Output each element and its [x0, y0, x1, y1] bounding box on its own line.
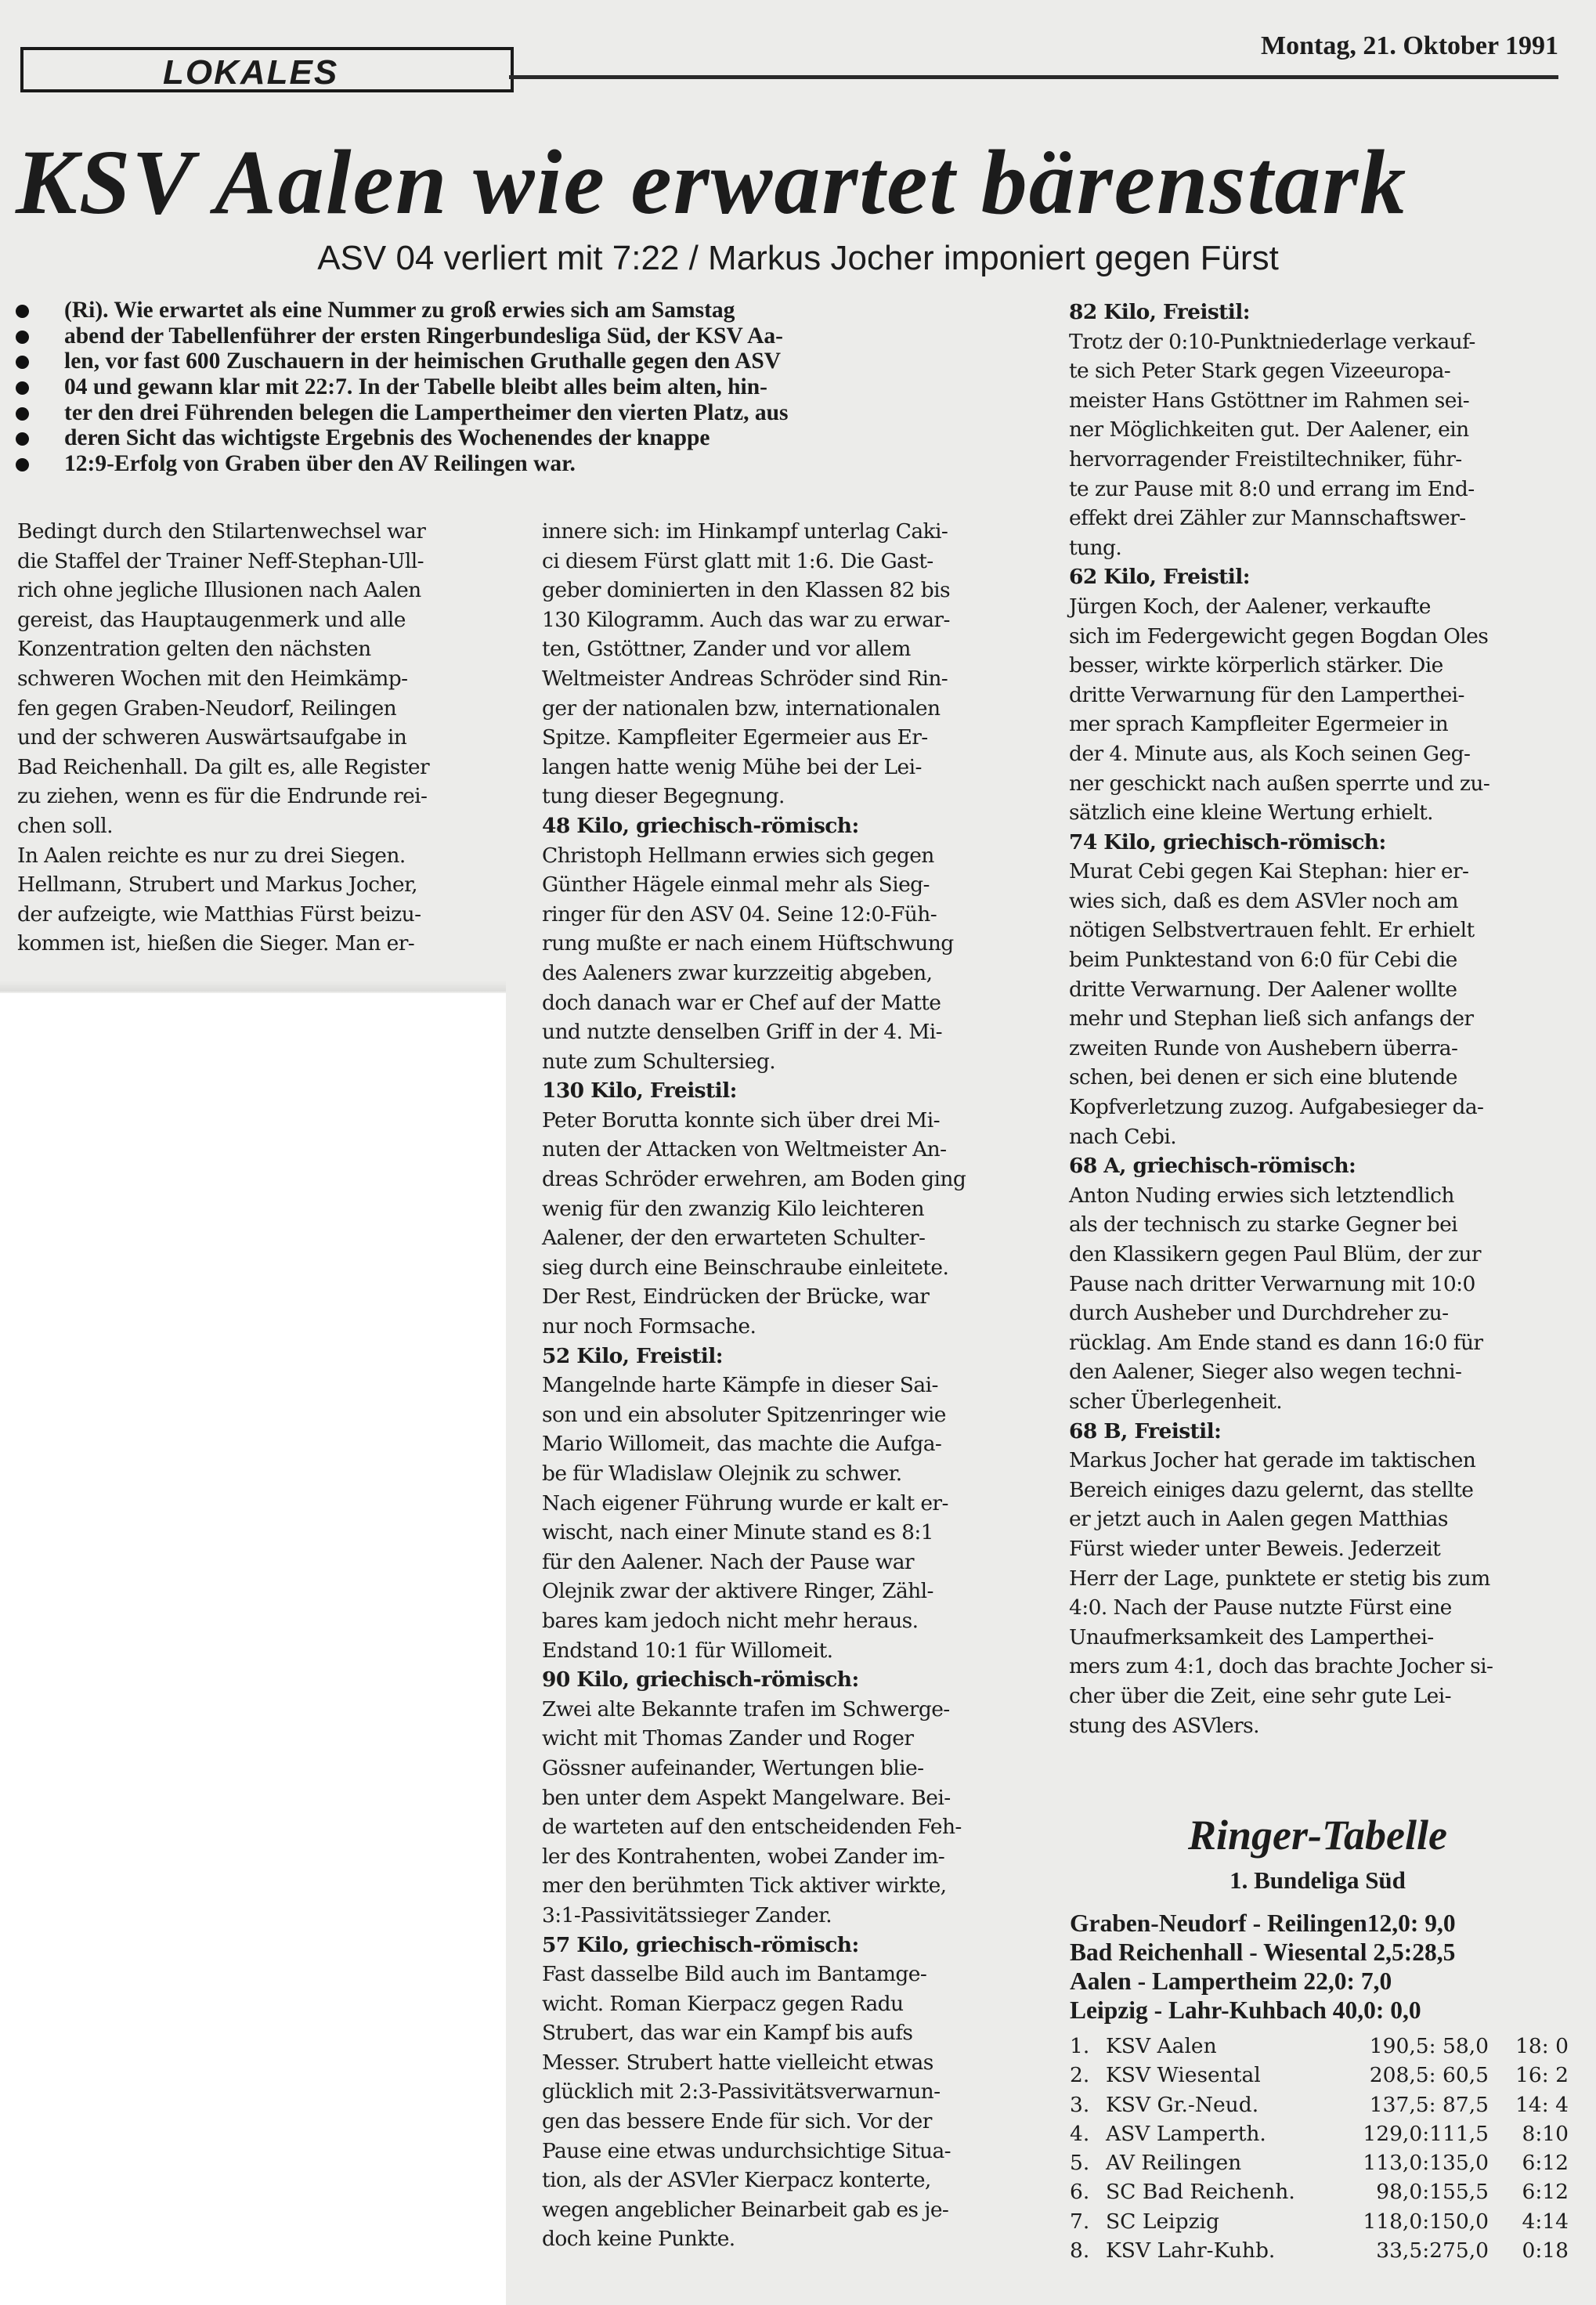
bullet-icon	[16, 356, 29, 369]
standing-score: 118,0:150,0	[1363, 2209, 1489, 2234]
text-line: ger der nationalen bzw, internationalen	[542, 695, 941, 721]
standing-points: 16: 2	[1515, 2063, 1569, 2088]
lead-line-text: len, vor fast 600 Zuschauern in der heimischen Gruthalle gegen den ASV	[64, 349, 782, 374]
text-line: dritte Verwarnung. Der Aalener wollte	[1069, 977, 1457, 1002]
standing-points: 8:10	[1522, 2121, 1569, 2146]
lead-line	[16, 400, 1053, 426]
bullet-icon	[16, 407, 29, 421]
text-line: Bedingt durch den Stilartenwechsel war	[17, 519, 426, 544]
lead-line-text: 12:9-Erfolg von Graben über den AV Reilingen war.	[64, 451, 576, 477]
lead-line	[16, 349, 1053, 374]
text-line: wegen angeblicher Beinarbeit gab es je-	[542, 2197, 949, 2222]
lead-line	[16, 451, 1053, 477]
text-line: schweren Wochen mit den Heimkämp-	[17, 666, 408, 691]
text-line: hervorragender Freistiltechniker, führ-	[1069, 446, 1462, 471]
standing-team: SC Leipzig	[1106, 2209, 1219, 2234]
weight-class-heading: 68 A, griechisch-römisch:	[1069, 1154, 1356, 1179]
text-line: und nutzte denselben Griff in der 4. Mi-	[542, 1020, 942, 1045]
standing-points: 6:12	[1522, 2151, 1569, 2176]
text-line: Unaufmerksamkeit des Lamperthei-	[1069, 1624, 1434, 1649]
text-line: sieg durch eine Beinschraube einleitete.	[542, 1255, 949, 1280]
lead-line-text: 04 und gewann klar mit 22:7. In der Tabelle bleibt alles beim alten, hin-	[64, 374, 767, 400]
standing-points: 18: 0	[1515, 2034, 1569, 2058]
text-line: Spitze. Kampfleiter Egermeier aus Er-	[542, 725, 928, 750]
header-rule	[509, 75, 1558, 79]
standing-team: KSV Gr.-Neud.	[1106, 2092, 1259, 2117]
standing-score: 190,5: 58,0	[1369, 2034, 1489, 2058]
article-column-2	[542, 517, 1043, 2254]
text-line: sätzlich eine kleine Wertung erhielt.	[1069, 800, 1434, 826]
text-line: geber dominierten in den Klassen 82 bis	[542, 578, 950, 603]
text-line: der aufzeigte, wie Matthias Fürst beizu-	[17, 901, 421, 927]
text-line: In Aalen reichte es nur zu drei Siegen.	[17, 843, 406, 868]
text-line: kommen ist, hießen die Sieger. Man er-	[17, 931, 415, 956]
text-line: mehr und Stephan ließ sich anfangs der	[1069, 1006, 1474, 1031]
lead-line	[16, 323, 1053, 349]
text-line: Fast dasselbe Bild auch im Bantamge-	[542, 1962, 927, 1987]
text-line: Christoph Hellmann erwies sich gegen	[542, 843, 934, 868]
league-standings	[1070, 2034, 1571, 2267]
text-line: rung mußte er nach einem Hüftschwung	[542, 931, 954, 956]
text-line: 4:0. Nach der Pause nutzte Fürst eine	[1069, 1595, 1452, 1620]
standing-team: AV Reilingen	[1106, 2151, 1242, 2176]
text-line: son und ein absoluter Spitzenringer wie	[542, 1402, 946, 1427]
text-line: Bereich einiges dazu gelernt, das stellte	[1069, 1477, 1474, 1502]
bullet-icon	[16, 381, 29, 395]
standing-team: SC Bad Reichenh.	[1106, 2180, 1295, 2205]
text-line: meister Hans Gstöttner im Rahmen sei-	[1069, 388, 1470, 413]
article-column-3	[1069, 298, 1570, 1740]
text-line: tion, als der ASVler Kierpacz konterte,	[542, 2168, 931, 2193]
text-line: und der schweren Auswärtsaufgabe in	[17, 725, 407, 750]
text-line: Weltmeister Andreas Schröder sind Rin-	[542, 666, 948, 691]
text-line: effekt drei Zähler zur Mannschaftswer-	[1069, 506, 1466, 531]
standing-rank: 8.	[1070, 2238, 1090, 2263]
standings-row	[1070, 2063, 1571, 2092]
text-line: dritte Verwarnung für den Lamperthei-	[1069, 682, 1464, 707]
table-league: 1. Bundeliga Süd	[1229, 1866, 1406, 1894]
text-line: gen das bessere Ende für sich. Vor der	[542, 2109, 932, 2134]
text-line: nuten der Attacken von Weltmeister An-	[542, 1137, 947, 1162]
standings-row	[1070, 2180, 1571, 2209]
text-line: ben unter dem Aspekt Mangelware. Bei-	[542, 1785, 951, 1810]
match-result: Leipzig - Lahr-Kuhbach 40,0: 0,0	[1070, 1996, 1421, 2024]
standing-rank: 1.	[1070, 2034, 1090, 2058]
text-line: besser, wirkte körperlich stärker. Die	[1069, 653, 1443, 678]
standing-rank: 5.	[1070, 2151, 1090, 2176]
text-line: den Klassikern gegen Paul Blüm, der zur	[1069, 1242, 1481, 1266]
lead-line-text: (Ri). Wie erwartet als eine Nummer zu groß erwies sich am Samstag	[64, 298, 735, 323]
standing-points: 6:12	[1522, 2180, 1569, 2205]
text-line: er jetzt auch in Aalen gegen Matthias	[1069, 1507, 1448, 1532]
text-line: wicht. Roman Kierpacz gegen Radu	[542, 1991, 904, 2016]
text-line: Olejnik zwar der aktivere Ringer, Zähl-	[542, 1579, 933, 1604]
text-line: te zur Pause mit 8:0 und errang im End-	[1069, 476, 1475, 501]
text-line: doch danach war er Chef auf der Matte	[542, 990, 941, 1015]
text-line: wenig für den zwanzig Kilo leichteren	[542, 1196, 924, 1221]
standing-score: 33,5:275,0	[1376, 2238, 1489, 2263]
text-line: langen hatte wenig Mühe bei der Lei-	[542, 754, 922, 779]
text-line: dreas Schröder erwehren, am Boden ging	[542, 1167, 966, 1192]
text-line: Der Rest, Eindrücken der Brücke, war	[542, 1284, 930, 1310]
table-title: Ringer-Tabelle	[1188, 1812, 1447, 1859]
text-line: bares kam jedoch nicht mehr heraus.	[542, 1608, 919, 1633]
standing-rank: 7.	[1070, 2209, 1090, 2234]
text-line: Murat Cebi gegen Kai Stephan: hier er-	[1069, 859, 1469, 884]
text-line: ler des Kontrahenten, wobei Zander im-	[542, 1844, 945, 1869]
text-line: Nach eigener Führung wurde er kalt er-	[542, 1490, 948, 1516]
standing-points: 14: 4	[1515, 2092, 1569, 2117]
lead-line-text: ter den drei Führenden belegen die Lampertheimer den vierten Platz, aus	[64, 399, 789, 425]
match-results	[1070, 1909, 1571, 2025]
text-line: schen, bei denen er sich eine blutende	[1069, 1065, 1457, 1090]
text-line: nach Cebi.	[1069, 1124, 1177, 1149]
standing-points: 0:18	[1522, 2238, 1569, 2263]
text-line: Mangelnde harte Kämpfe in dieser Sai-	[542, 1373, 938, 1398]
lead-line-text: abend der Tabellenführer der ersten Ringerbundesliga Süd, der KSV Aa-	[64, 323, 783, 349]
text-line: 3:1-Passivitätssieger Zander.	[542, 1902, 832, 1927]
text-line: mers zum 4:1, doch das brachte Jocher si-	[1069, 1654, 1493, 1679]
text-line: tung dieser Begegnung.	[542, 784, 785, 809]
text-line: fen gegen Graben-Neudorf, Reilingen	[17, 695, 397, 721]
standings-row	[1070, 2034, 1571, 2063]
standings-row	[1070, 2209, 1571, 2238]
standings-row	[1070, 2151, 1571, 2180]
text-line: nötigen Selbstvertrauen fehlt. Er erhielt	[1069, 918, 1475, 943]
text-line: ner Möglichkeiten gut. Der Aalener, ein	[1069, 417, 1469, 443]
weight-class-heading: 90 Kilo, griechisch-römisch:	[542, 1667, 859, 1693]
weight-class-heading: 130 Kilo, Freistil:	[542, 1078, 737, 1104]
text-line: rich ohne jegliche Illusionen nach Aalen	[17, 578, 421, 603]
text-line: cher über die Zeit, eine sehr gute Lei-	[1069, 1683, 1451, 1708]
match-result: Bad Reichenhall - Wiesental 2,5:28,5	[1070, 1938, 1456, 1966]
text-line: Messer. Strubert hatte vielleicht etwas	[542, 2050, 933, 2075]
section-label: LOKALES	[163, 53, 339, 92]
bullet-icon	[16, 305, 29, 318]
standing-team: KSV Lahr-Kuhb.	[1106, 2238, 1276, 2263]
standing-score: 137,5: 87,5	[1369, 2092, 1489, 2117]
text-line: rücklag. Am Ende stand es dann 16:0 für	[1069, 1330, 1483, 1355]
text-line: Hellmann, Strubert und Markus Jocher,	[17, 873, 417, 898]
text-line: Strubert, das war ein Kampf bis aufs	[542, 2021, 913, 2046]
weight-class-heading: 68 B, Freistil:	[1069, 1418, 1222, 1443]
headline: KSV Aalen wie erwartet bärenstark	[16, 131, 1408, 233]
text-line: be für Wladislaw Olejnik zu schwer.	[542, 1461, 902, 1486]
text-line: ner geschickt nach außen sperrte und zu-	[1069, 771, 1490, 796]
standing-team: ASV Lamperth.	[1106, 2121, 1266, 2146]
text-line: te sich Peter Stark gegen Vizeeuropa-	[1069, 359, 1451, 384]
subheadline: ASV 04 verliert mit 7:22 / Markus Jocher imponiert gegen Fürst	[317, 239, 1279, 277]
weight-class-heading: 48 Kilo, griechisch-römisch:	[542, 813, 859, 838]
standing-rank: 2.	[1070, 2063, 1090, 2088]
text-line: Endstand 10:1 für Willomeit.	[542, 1638, 833, 1663]
match-result: Aalen - Lampertheim 22,0: 7,0	[1070, 1967, 1392, 1995]
text-line: die Staffel der Trainer Neff-Stephan-Ull-	[17, 548, 424, 573]
text-line: nur noch Formsache.	[542, 1314, 756, 1339]
text-line: Trotz der 0:10-Punktniederlage verkauf-	[1069, 329, 1475, 354]
standings-row	[1070, 2093, 1571, 2122]
weight-class-heading: 57 Kilo, griechisch-römisch:	[542, 1932, 859, 1957]
text-line: Mario Willomeit, das machte die Aufga-	[542, 1432, 942, 1457]
text-line: mer sprach Kampfleiter Egermeier in	[1069, 712, 1449, 737]
text-line: Jürgen Koch, der Aalener, verkaufte	[1069, 594, 1431, 619]
text-line: den Aalener, Sieger also wegen techni-	[1069, 1360, 1462, 1385]
standing-rank: 4.	[1070, 2121, 1090, 2146]
text-line: Kopfverletzung zuzog. Aufgabesieger da-	[1069, 1095, 1484, 1120]
text-line: doch keine Punkte.	[542, 2227, 735, 2252]
text-line: glücklich mit 2:3-Passivitätsverwarnun-	[542, 2079, 941, 2104]
standing-team: KSV Wiesental	[1106, 2063, 1261, 2088]
text-line: für den Aalener. Nach der Pause war	[542, 1549, 914, 1574]
text-line: ten, Gstöttner, Zander und vor allem	[542, 637, 911, 662]
text-line: gereist, das Hauptaugenmerk und alle	[17, 607, 406, 632]
standing-team: KSV Aalen	[1106, 2034, 1217, 2058]
standings-row	[1070, 2122, 1571, 2151]
text-line: Aalener, der den erwarteten Schulter-	[542, 1226, 926, 1251]
weight-class-heading: 74 Kilo, griechisch-römisch:	[1069, 829, 1386, 854]
text-line: Herr der Lage, punktete er stetig bis zum	[1069, 1566, 1490, 1591]
text-line: mer den berühmten Tick aktiver wirkte,	[542, 1873, 947, 1899]
match-result: Graben-Neudorf - Reilingen12,0: 9,0	[1070, 1909, 1456, 1937]
text-line: stung des ASVlers.	[1069, 1713, 1259, 1738]
text-line: de warteten auf den entscheidenden Feh-	[542, 1815, 962, 1840]
text-line: ci diesem Fürst glatt mit 1:6. Die Gast-	[542, 548, 933, 573]
bullet-icon	[16, 331, 29, 344]
text-line: Pause eine etwas undurchsichtige Situa-	[542, 2138, 951, 2163]
torn-edge	[0, 981, 506, 992]
text-line: als der technisch zu starke Gegner bei	[1069, 1212, 1458, 1237]
text-line: beim Punktestand von 6:0 für Cebi die	[1069, 948, 1457, 973]
text-line: nute zum Schultersieg.	[542, 1049, 776, 1074]
text-line: scher Überlegenheit.	[1069, 1389, 1283, 1414]
text-line: der 4. Minute aus, als Koch seinen Geg-	[1069, 741, 1471, 766]
text-line: wicht mit Thomas Zander und Roger	[542, 1726, 914, 1751]
text-line: Bad Reichenhall. Da gilt es, alle Register	[17, 754, 430, 779]
text-line: Zwei alte Bekannte trafen im Schwerge-	[542, 1696, 950, 1722]
text-line: wies sich, daß es dem ASVler noch am	[1069, 888, 1458, 913]
text-line: des Aaleners zwar kurzzeitig abgeben,	[542, 960, 933, 985]
text-line: zweiten Runde von Aushebern überra-	[1069, 1035, 1458, 1060]
lead-line	[16, 425, 1053, 451]
bullet-icon	[16, 458, 29, 471]
text-line: Markus Jocher hat gerade im taktischen	[1069, 1448, 1476, 1473]
text-line: tung.	[1069, 535, 1122, 560]
standing-score: 129,0:111,5	[1363, 2121, 1489, 2146]
standing-points: 4:14	[1522, 2209, 1569, 2234]
text-line: ringer für den ASV 04. Seine 12:0-Füh-	[542, 901, 937, 927]
standing-score: 98,0:155,5	[1376, 2180, 1489, 2205]
text-line: 130 Kilogramm. Auch das war zu erwar-	[542, 607, 950, 632]
lead-line-text: deren Sicht das wichtigste Ergebnis des Wochenendes der knappe	[64, 425, 710, 451]
article-column-1	[17, 517, 518, 959]
standings-row	[1070, 2238, 1571, 2267]
text-line: Anton Nuding erwies sich letztendlich	[1069, 1183, 1454, 1208]
standing-score: 113,0:135,0	[1363, 2151, 1489, 2176]
issue-date: Montag, 21. Oktober 1991	[1261, 31, 1558, 60]
text-line: Pause nach dritter Verwarnung mit 10:0	[1069, 1271, 1475, 1296]
text-line: sich im Federgewicht gegen Bogdan Oles	[1069, 623, 1489, 649]
standing-rank: 3.	[1070, 2092, 1090, 2117]
text-line: Günther Hägele einmal mehr als Sieg-	[542, 873, 930, 898]
text-line: chen soll.	[17, 813, 114, 838]
text-line: zu ziehen, wenn es für die Endrunde rei-	[17, 784, 428, 809]
lead-line	[16, 298, 1053, 323]
weight-class-heading: 52 Kilo, Freistil:	[542, 1343, 723, 1368]
text-line: wischt, nach einer Minute stand es 8:1	[542, 1520, 933, 1545]
weight-class-heading: 62 Kilo, Freistil:	[1069, 565, 1250, 590]
text-line: Fürst wieder unter Beweis. Jederzeit	[1069, 1536, 1441, 1561]
text-line: Konzentration gelten den nächsten	[17, 637, 371, 662]
text-line: durch Ausheber und Durchdreher zu-	[1069, 1301, 1449, 1326]
section-rubric-box	[20, 47, 514, 92]
weight-class-heading: 82 Kilo, Freistil:	[1069, 300, 1250, 324]
lead-paragraph	[16, 298, 1053, 477]
text-line: innere sich: im Hinkampf unterlag Caki-	[542, 519, 948, 544]
text-line: Gössner aufeinander, Wertungen blie-	[542, 1755, 924, 1780]
standing-rank: 6.	[1070, 2180, 1090, 2205]
bullet-icon	[16, 432, 29, 446]
text-line: Peter Borutta konnte sich über drei Mi-	[542, 1107, 940, 1133]
standing-score: 208,5: 60,5	[1369, 2063, 1489, 2088]
lead-line	[16, 374, 1053, 400]
